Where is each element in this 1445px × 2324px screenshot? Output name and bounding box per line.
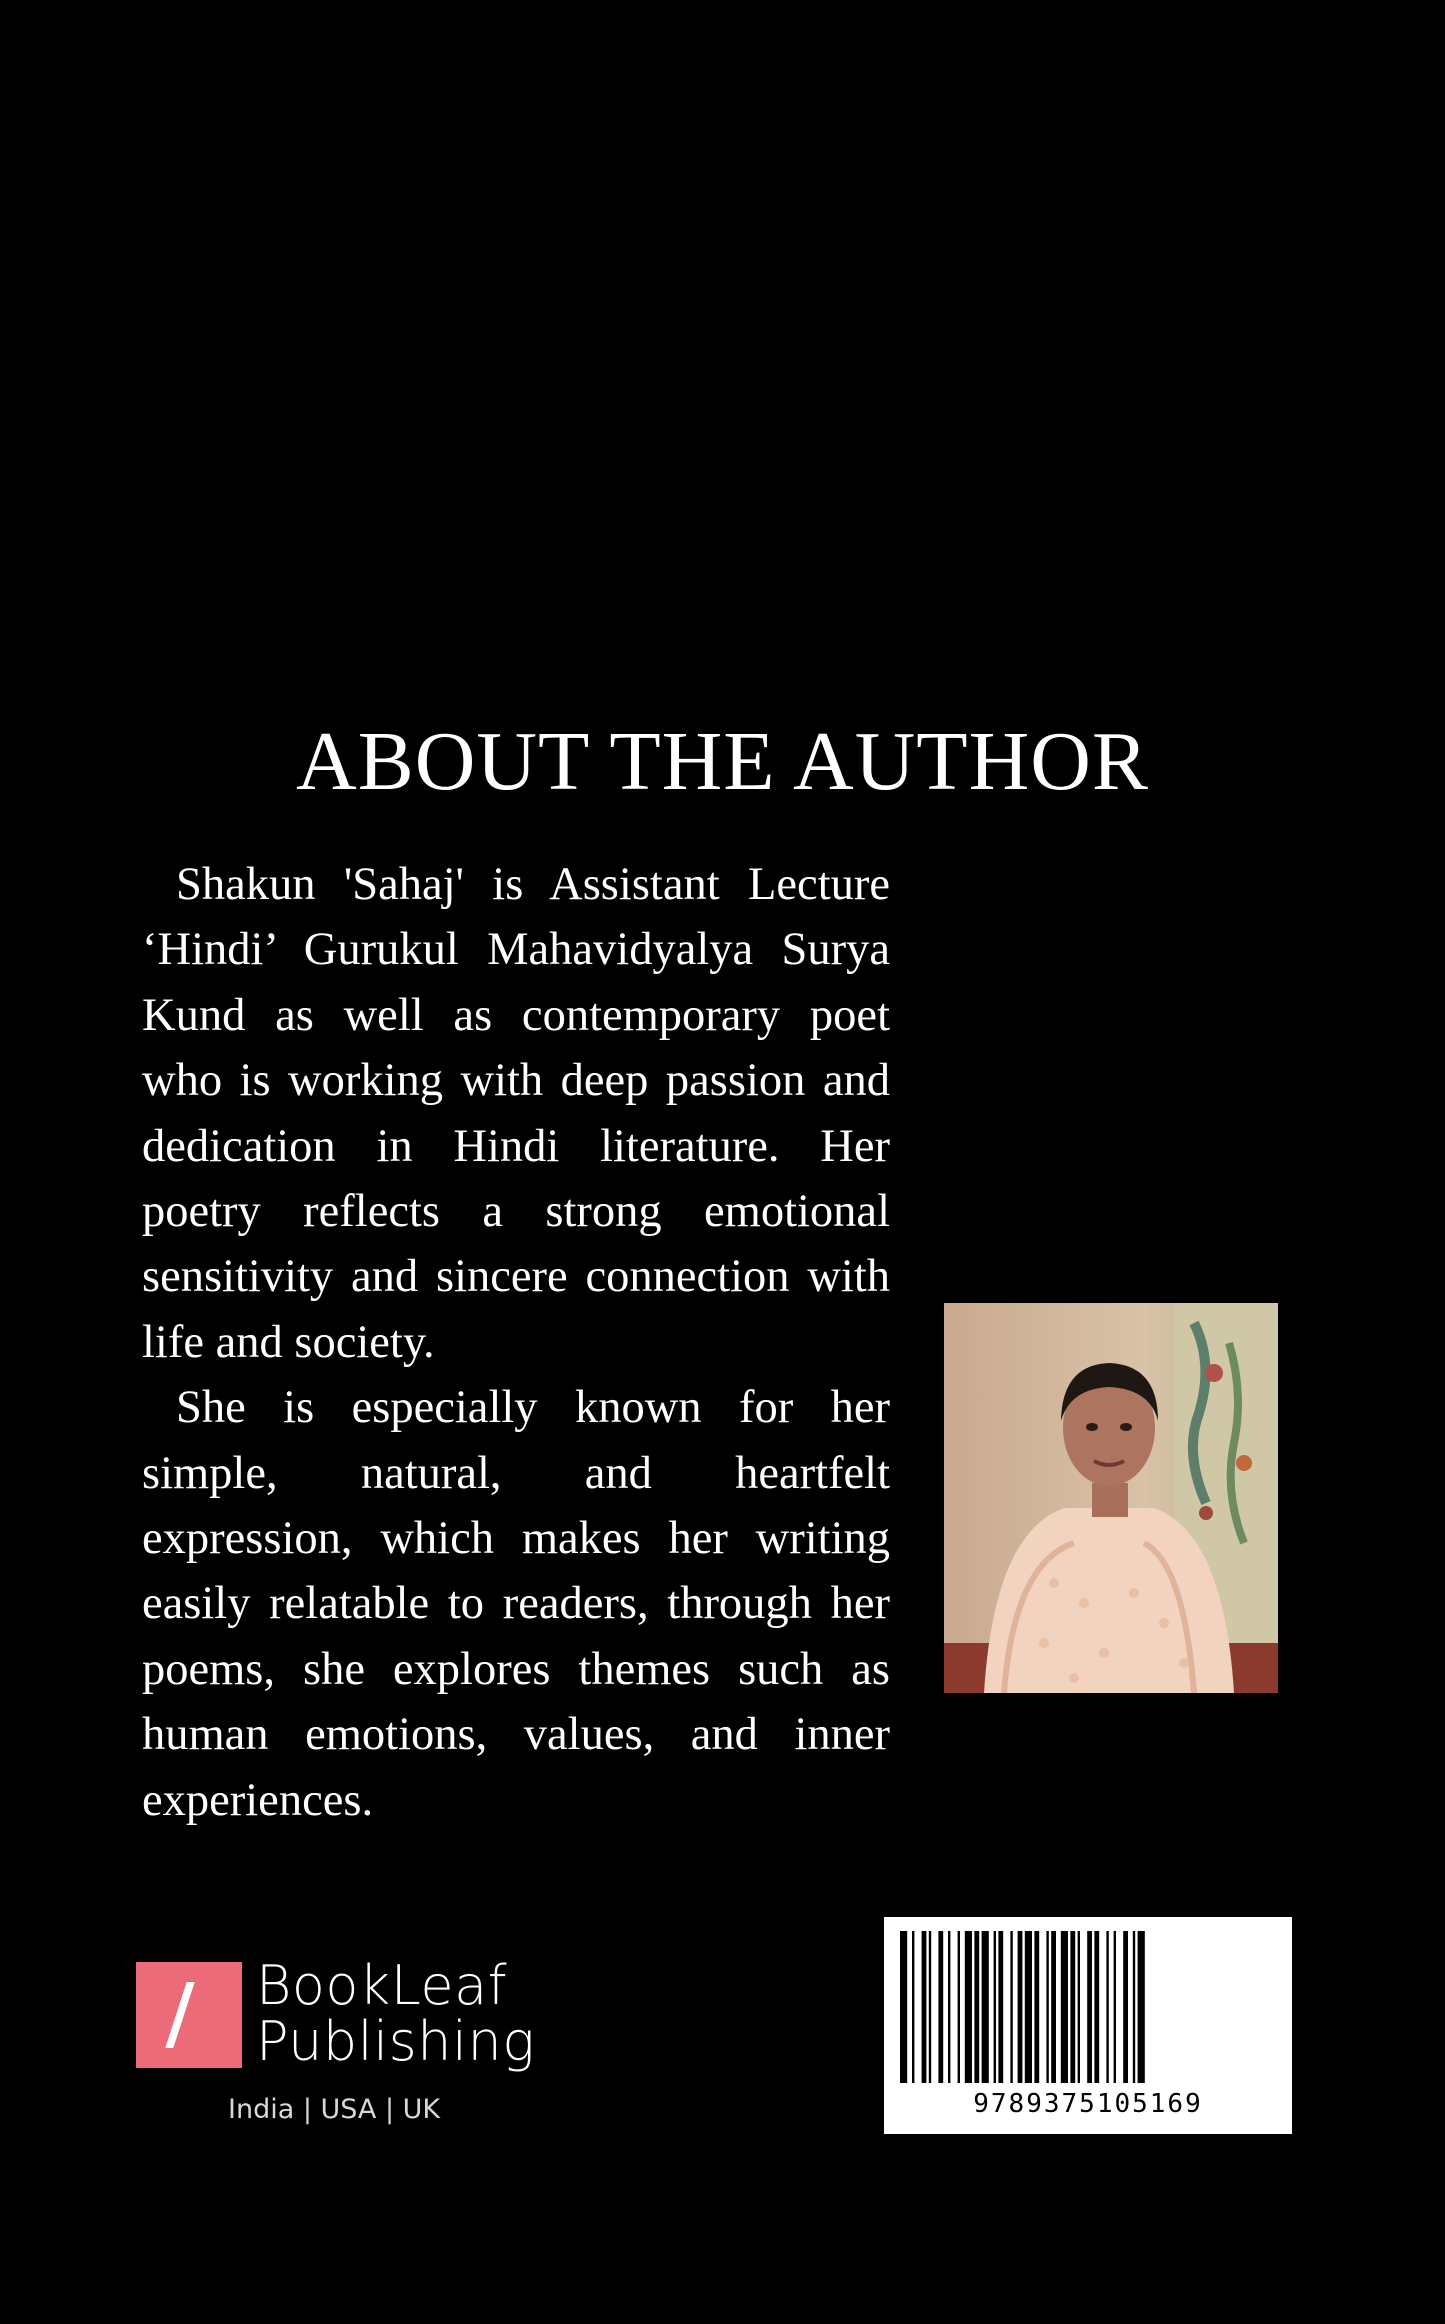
barcode-bar xyxy=(1138,1931,1145,2083)
barcode-bar xyxy=(1133,1931,1135,2083)
barcode-bar xyxy=(1087,1931,1092,2083)
barcode-bar xyxy=(1010,1931,1012,2083)
barcode-bar xyxy=(900,1931,907,2083)
bio-paragraph-2: She is especially known for her simple, natural, and heartfelt expression, which makes her writing easily relatable to readers, through her poems, she explores themes such as human emotions, values, and inner experiences. xyxy=(142,1382,890,1826)
barcode-bar xyxy=(1018,1931,1023,2083)
barcode-bar xyxy=(1106,1931,1108,2083)
author-bio xyxy=(142,852,890,1833)
publisher-regions: India | USA | UK xyxy=(228,2094,441,2125)
barcode-bar xyxy=(1070,1931,1075,2083)
barcode-bar xyxy=(1046,1931,1048,2083)
barcode-bar xyxy=(1034,1931,1039,2083)
barcode-bar xyxy=(998,1931,1003,2083)
barcode-bar xyxy=(974,1931,979,2083)
barcode-bar xyxy=(958,1931,960,2083)
barcode-bar xyxy=(938,1931,943,2083)
barcode-bar xyxy=(1123,1931,1128,2083)
publisher-name-line1: BookLeaf xyxy=(256,1954,508,2017)
isbn-number: 9789375105169 xyxy=(973,2089,1203,2119)
author-photo xyxy=(944,1303,1278,1693)
barcode-bar xyxy=(1114,1931,1116,2083)
publisher-name-line2: Publishing xyxy=(256,2010,536,2073)
barcode-bar xyxy=(1051,1931,1056,2083)
about-the-author-heading: ABOUT THE AUTHOR xyxy=(296,715,1149,808)
barcode-bar xyxy=(929,1931,931,2083)
bio-paragraph-1: Shakun 'Sahaj' is Assistant Lecture ‘Hindi’ Gurukul Mahavidyalya Surya Kund as well as contemporary poet who is working with deep passion and dedication in Hindi literature. Her poetry reflects a strong emotional sensitivity and sincere connection with life and society. xyxy=(142,859,890,1368)
barcode-bar xyxy=(948,1931,950,2083)
isbn-barcode xyxy=(884,1917,1292,2134)
barcode-bar xyxy=(1061,1931,1068,2083)
barcode-bar xyxy=(965,1931,972,2083)
publisher-logo xyxy=(136,1954,556,2142)
barcode-bar xyxy=(1094,1931,1099,2083)
barcode-bar xyxy=(1025,1931,1032,2083)
barcode-bar xyxy=(982,1931,989,2083)
barcode-bar xyxy=(922,1931,927,2083)
publisher-logo-mark xyxy=(136,1962,242,2068)
barcode-bar xyxy=(912,1931,914,2083)
barcode-bar xyxy=(1078,1931,1080,2083)
barcode-bars xyxy=(900,1931,1276,2083)
slash-icon xyxy=(165,1982,194,2048)
publisher-name xyxy=(256,1954,536,2073)
barcode-bar xyxy=(994,1931,996,2083)
